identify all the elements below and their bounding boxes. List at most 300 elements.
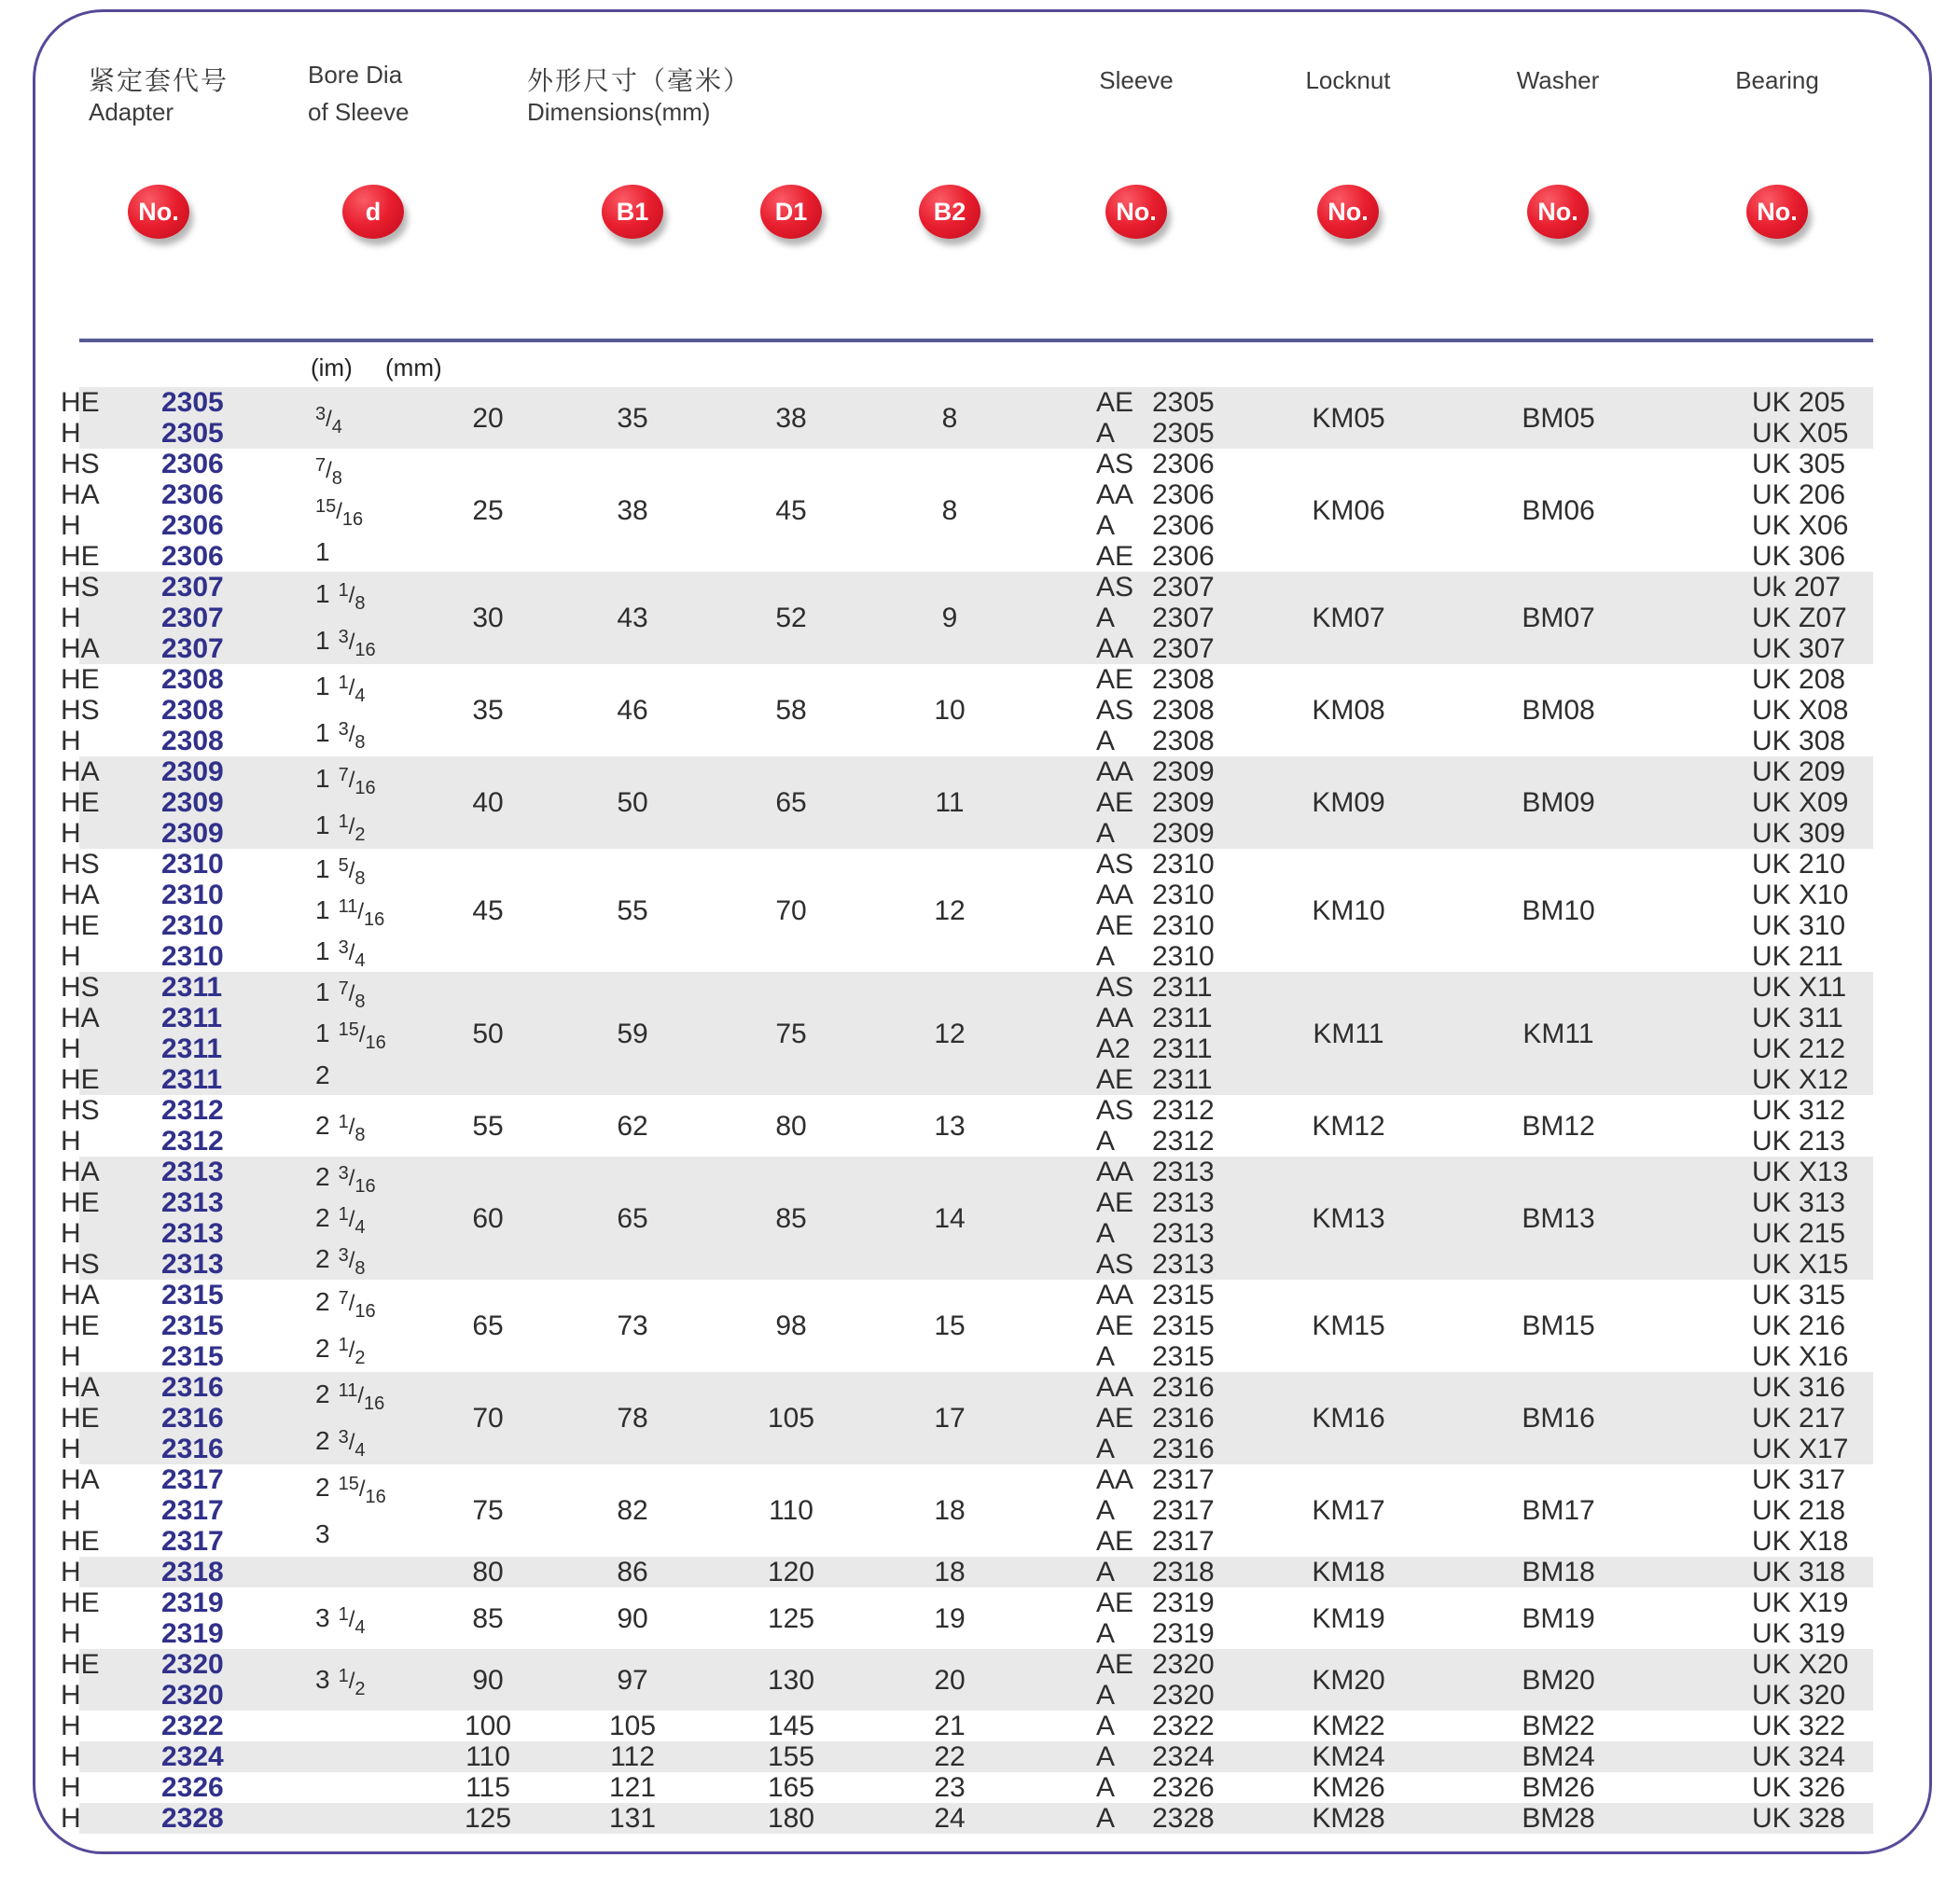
fraction-whole: 1 <box>315 579 330 609</box>
sleeve-row <box>1029 880 1244 910</box>
b2-value: 13 <box>934 1110 966 1142</box>
sleeve-row <box>1029 1033 1244 1064</box>
sleeve-number: 2312 <box>1152 1126 1215 1157</box>
adapter-row <box>49 880 245 910</box>
washer-value: BM22 <box>1522 1711 1595 1741</box>
sleeve-number: 2307 <box>1152 633 1215 664</box>
fraction-slash: / <box>348 1291 355 1317</box>
sleeve-cell <box>1029 1803 1244 1834</box>
sleeve-cell <box>1029 1557 1244 1587</box>
fraction-slash: / <box>348 939 355 965</box>
sleeve-number: 2305 <box>1152 418 1215 449</box>
bore-inch-cell <box>245 849 423 972</box>
adapter-number: 2310 <box>161 910 224 941</box>
sleeve-row <box>1029 664 1244 695</box>
bore-inch-cell <box>245 1557 423 1587</box>
adapter-row <box>49 603 245 633</box>
adapter-prefix: H <box>61 418 81 449</box>
adapter-row <box>49 1003 245 1033</box>
adapter-number: 2315 <box>161 1310 224 1341</box>
fraction-numerator: 3 <box>338 1162 349 1184</box>
bearing-number: UK X20 <box>1752 1649 1849 1680</box>
fraction-whole: 1 <box>315 537 330 567</box>
bore-inch-value <box>315 1518 339 1549</box>
bearing-number: UK X10 <box>1752 880 1849 910</box>
bore-mm-value: 25 <box>472 494 504 526</box>
adapter-row <box>49 726 245 756</box>
bore-inch-cell <box>245 1095 423 1157</box>
bore-mm-value: 110 <box>466 1741 510 1772</box>
sleeve-prefix: AE <box>1096 1064 1134 1095</box>
adapter-prefix: H <box>61 1557 81 1587</box>
sleeve-cell <box>1029 572 1244 664</box>
sleeve-prefix: AE <box>1096 1403 1134 1434</box>
bore-inch-value <box>315 1379 385 1415</box>
sleeve-number: 2316 <box>1152 1403 1215 1434</box>
bearing-number: UK X18 <box>1752 1526 1849 1557</box>
fraction-numerator: 7 <box>338 765 349 786</box>
sleeve-prefix: A <box>1096 726 1116 756</box>
bearing-number: UK 212 <box>1752 1033 1846 1064</box>
bore-inch-cell <box>245 1587 423 1649</box>
d1-value: 130 <box>767 1664 815 1696</box>
sleeve-prefix: AA <box>1096 633 1134 664</box>
adapter-cell <box>49 1372 245 1464</box>
adapter-number: 2313 <box>161 1187 224 1218</box>
fraction-whole: 1 <box>315 977 330 1006</box>
adapter-number: 2311 <box>161 972 223 1003</box>
fraction-whole: 2 <box>315 1161 330 1191</box>
sleeve-row <box>1029 387 1244 418</box>
locknut-value: KM26 <box>1312 1772 1385 1803</box>
bearing-number: UK 210 <box>1752 849 1846 880</box>
bearing-number: UK 211 <box>1752 941 1843 972</box>
fraction-numerator: 7 <box>315 454 327 476</box>
adapter-cell <box>49 849 245 972</box>
sleeve-number: 2315 <box>1152 1280 1215 1310</box>
sleeve-prefix: A <box>1096 1680 1116 1711</box>
b1-value: 55 <box>617 894 648 926</box>
bearing-cell <box>1663 1587 1887 1649</box>
d1-value: 75 <box>775 1018 807 1049</box>
b1-value: 65 <box>617 1202 648 1234</box>
fraction-whole: 1 <box>315 672 330 701</box>
units-row <box>35 342 1929 387</box>
washer-value: KM11 <box>1522 1018 1594 1049</box>
bearing-number: UK 307 <box>1752 633 1846 664</box>
bearing-cell <box>1663 449 1887 572</box>
fraction-denominator: 16 <box>364 908 385 930</box>
d1-value: 125 <box>767 1602 815 1634</box>
adapter-cell <box>49 449 245 572</box>
locknut-value: KM18 <box>1312 1557 1385 1587</box>
adapter-prefix: H <box>61 1618 81 1649</box>
fraction-numerator: 11 <box>338 895 358 917</box>
b1-value: 97 <box>617 1664 648 1696</box>
bore-mm-value: 35 <box>472 695 504 726</box>
fraction-slash: / <box>358 1476 366 1502</box>
sleeve-cell <box>1029 387 1244 449</box>
adapter-number: 2328 <box>161 1803 224 1834</box>
d1-value: 155 <box>767 1741 815 1772</box>
d1-value: 120 <box>767 1557 815 1587</box>
adapter-cell <box>49 1649 245 1711</box>
sleeve-number: 2305 <box>1152 387 1215 418</box>
adapter-prefix: H <box>61 603 81 633</box>
bearing-number: UK 310 <box>1752 910 1846 941</box>
locknut-value: KM11 <box>1313 1018 1384 1049</box>
fraction-numerator: 3 <box>338 1426 349 1448</box>
fraction-denominator: 16 <box>354 1301 376 1323</box>
washer-value: BM26 <box>1522 1772 1595 1803</box>
adapter-prefix: H <box>61 941 81 972</box>
sleeve-number: 2319 <box>1152 1587 1215 1618</box>
sleeve-cell <box>1029 1772 1244 1803</box>
fraction-denominator: 8 <box>354 731 366 753</box>
adapter-row <box>49 1557 245 1587</box>
adapter-row <box>49 1249 245 1280</box>
adapter-row <box>49 1741 245 1772</box>
fraction-whole: 1 <box>315 894 330 924</box>
sleeve-number: 2326 <box>1152 1772 1215 1803</box>
adapter-number: 2312 <box>161 1126 224 1157</box>
bore-inch-cell <box>245 449 423 572</box>
fraction-denominator: 4 <box>354 950 366 971</box>
table-group <box>35 849 1929 972</box>
bore-inch-value <box>315 625 376 658</box>
sleeve-prefix: AA <box>1096 880 1134 910</box>
fraction-slash: / <box>348 1668 355 1694</box>
bore-inch-cell <box>245 1803 423 1834</box>
adapter-row <box>49 1157 245 1187</box>
adapter-prefix: H <box>61 1218 81 1249</box>
fraction-whole: 1 <box>315 853 330 883</box>
adapter-prefix: HS <box>61 695 100 726</box>
sleeve-prefix: AS <box>1096 572 1134 603</box>
sleeve-number: 2308 <box>1152 695 1215 726</box>
adapter-row <box>49 1526 245 1557</box>
b1-value: 78 <box>617 1403 648 1434</box>
adapter-number: 2310 <box>161 880 224 910</box>
b1-value: 59 <box>617 1018 648 1049</box>
sleeve-cell <box>1029 1095 1244 1157</box>
bore-inch-value <box>315 1161 376 1197</box>
sleeve-row <box>1029 510 1244 541</box>
adapter-number: 2305 <box>161 387 224 418</box>
bearing-number: UK 328 <box>1752 1803 1846 1834</box>
bore-mm-value: 60 <box>472 1202 504 1234</box>
fraction-slash: / <box>348 1114 355 1140</box>
d1-value: 58 <box>775 695 807 726</box>
bearing-number: UK 216 <box>1752 1310 1846 1341</box>
table-group <box>35 664 1929 756</box>
bearing-number: UK X08 <box>1752 695 1849 726</box>
adapter-number: 2306 <box>161 449 224 479</box>
locknut-title: Locknut <box>1305 66 1391 94</box>
bore-inch-cell <box>245 972 423 1095</box>
sleeve-prefix: AA <box>1096 479 1134 510</box>
adapter-prefix: HA <box>61 1464 100 1495</box>
sleeve-prefix: A <box>1096 1557 1116 1587</box>
bearing-number: UK 215 <box>1752 1218 1846 1249</box>
sleeve-row <box>1029 1680 1244 1711</box>
adapter-number: 2320 <box>161 1649 224 1680</box>
sleeve-prefix: AE <box>1096 910 1134 941</box>
b1-value: 105 <box>608 1711 657 1741</box>
adapter-cell <box>49 1741 245 1772</box>
fraction-slash: / <box>348 768 355 794</box>
adapter-row <box>49 1618 245 1649</box>
bore-inch-cell <box>245 1772 423 1803</box>
adapter-cell <box>49 572 245 664</box>
sleeve-row <box>1029 1372 1244 1403</box>
adapter-prefix: H <box>61 726 81 756</box>
bore-inch-cell <box>245 1464 423 1557</box>
sleeve-prefix: A <box>1096 1126 1116 1157</box>
adapter-row <box>49 849 245 880</box>
table-group <box>35 972 1929 1095</box>
sleeve-cell <box>1029 1372 1244 1464</box>
bearing-cell <box>1663 1464 1887 1557</box>
bearing-number: UK 205 <box>1752 387 1846 418</box>
adapter-prefix: HA <box>61 1280 100 1310</box>
adapter-number: 2318 <box>161 1557 224 1587</box>
fraction-whole: 3 <box>315 1519 330 1549</box>
adapter-number: 2308 <box>161 695 224 726</box>
sleeve-cell <box>1029 1649 1244 1711</box>
adapter-cell <box>49 1772 245 1803</box>
adapter-row <box>49 1095 245 1126</box>
b2-value: 24 <box>934 1803 966 1834</box>
adapter-prefix: HA <box>61 633 100 664</box>
sleeve-prefix: A <box>1096 1772 1116 1803</box>
sleeve-number: 2310 <box>1152 910 1215 941</box>
fraction-slash: / <box>357 1383 365 1409</box>
fraction-numerator: 1 <box>338 1203 349 1225</box>
fraction-numerator: 1 <box>338 1603 349 1625</box>
fraction-whole: 1 <box>315 936 330 965</box>
bore-inch-value <box>315 1664 366 1697</box>
adapter-row <box>49 572 245 603</box>
sleeve-prefix: AA <box>1096 1280 1134 1310</box>
d1-value: 65 <box>775 787 807 818</box>
adapter-row <box>49 1403 245 1434</box>
fraction-whole: 2 <box>315 1202 330 1232</box>
adapter-row <box>49 695 245 726</box>
sleeve-number: 2328 <box>1152 1803 1215 1834</box>
sleeve-prefix: AA <box>1096 1372 1134 1403</box>
sleeve-row <box>1029 1741 1244 1772</box>
sleeve-prefix: AS <box>1096 849 1134 880</box>
bore-inch-cell <box>245 1741 423 1772</box>
bearing-cell <box>1663 1157 1887 1280</box>
bearing-number: UK 306 <box>1752 541 1846 572</box>
sleeve-row <box>1029 849 1244 880</box>
fraction-slash: / <box>348 980 355 1006</box>
b2-value: 12 <box>934 894 966 926</box>
adapter-prefix: H <box>61 818 81 849</box>
sleeve-row <box>1029 1557 1244 1587</box>
sleeve-row <box>1029 1003 1244 1033</box>
bore-mm-value: 50 <box>472 1018 504 1049</box>
sleeve-prefix: A <box>1096 818 1116 849</box>
b1-value: 112 <box>610 1741 655 1772</box>
fraction-denominator: 16 <box>365 1486 386 1507</box>
sleeve-row <box>1029 941 1244 972</box>
sleeve-prefix: AA <box>1096 756 1134 787</box>
locknut-value: KM28 <box>1312 1803 1385 1834</box>
fraction-slash: / <box>357 898 365 924</box>
sleeve-number: 2315 <box>1152 1341 1215 1372</box>
sleeve-number: 2315 <box>1152 1310 1215 1341</box>
adapter-row <box>49 1495 245 1526</box>
adapter-number: 2308 <box>161 726 224 756</box>
sleeve-prefix: AE <box>1096 1649 1134 1680</box>
adapter-number: 2317 <box>161 1526 224 1557</box>
adapter-row <box>49 787 245 818</box>
adapter-number: 2317 <box>161 1495 224 1526</box>
bore-inch-cell <box>245 664 423 756</box>
b2-value: 8 <box>941 494 958 526</box>
adapter-cell <box>49 1464 245 1557</box>
sleeve-row <box>1029 972 1244 1003</box>
sleeve-number: 2310 <box>1152 941 1215 972</box>
fraction-whole: 3 <box>315 1602 330 1632</box>
washer-value: BM19 <box>1522 1602 1595 1634</box>
bore-inch-value <box>315 936 366 971</box>
adapter-number: 2319 <box>161 1587 224 1618</box>
sleeve-row <box>1029 479 1244 510</box>
sleeve-number: 2306 <box>1152 510 1215 541</box>
d1-value: 105 <box>767 1403 815 1434</box>
bearing-cell <box>1663 1372 1887 1464</box>
sleeve-number: 2313 <box>1152 1187 1215 1218</box>
washer-no-badge: No. <box>1527 185 1589 239</box>
adapter-prefix: H <box>61 1711 81 1741</box>
sleeve-number: 2306 <box>1152 541 1215 572</box>
bore-inch-cell <box>245 1649 423 1711</box>
bearing-cell <box>1663 387 1887 449</box>
b2-value: 18 <box>934 1495 966 1526</box>
adapter-prefix: H <box>61 1033 81 1064</box>
adapter-row <box>49 1803 245 1834</box>
adapter-number: 2313 <box>161 1249 224 1280</box>
d1-value: 38 <box>775 402 807 434</box>
fraction-whole: 2 <box>315 1333 330 1363</box>
fraction-numerator: 1 <box>338 580 349 602</box>
washer-value: BM16 <box>1522 1403 1595 1434</box>
dimensions-title-en: Dimensions(mm) <box>527 98 711 126</box>
adapter-row <box>49 1680 245 1711</box>
locknut-value: KM17 <box>1312 1495 1385 1526</box>
bore-d-badge: d <box>342 185 404 239</box>
sleeve-row <box>1029 1772 1244 1803</box>
b1-badge: B1 <box>602 185 663 239</box>
sleeve-prefix: A2 <box>1096 1033 1131 1064</box>
sleeve-number: 2311 <box>1152 1064 1213 1095</box>
adapter-row <box>49 541 245 572</box>
fraction-whole: 2 <box>315 1425 330 1455</box>
washer-value: BM28 <box>1522 1803 1595 1834</box>
sleeve-number: 2307 <box>1152 603 1215 633</box>
fraction-numerator: 5 <box>338 854 349 876</box>
sleeve-prefix: AE <box>1096 1526 1134 1557</box>
bearing-number: UK 322 <box>1752 1711 1846 1741</box>
adapter-prefix: HE <box>61 787 100 818</box>
d1-value: 85 <box>775 1202 807 1234</box>
sleeve-prefix: AE <box>1096 1310 1134 1341</box>
sleeve-row <box>1029 818 1244 849</box>
bearing-number: UK 313 <box>1752 1187 1846 1218</box>
sleeve-row <box>1029 1434 1244 1464</box>
locknut-value: KM10 <box>1312 894 1385 926</box>
locknut-no-badge: No. <box>1317 185 1379 239</box>
sleeve-number: 2313 <box>1152 1249 1215 1280</box>
locknut-value: KM19 <box>1312 1602 1385 1634</box>
sleeve-prefix: AS <box>1096 1249 1134 1280</box>
bore-inch-cell <box>245 387 423 449</box>
washer-value: BM12 <box>1522 1110 1595 1142</box>
sleeve-number: 2316 <box>1152 1372 1215 1403</box>
sleeve-number: 2310 <box>1152 849 1215 880</box>
adapter-cell <box>49 972 245 1095</box>
sleeve-row <box>1029 633 1244 664</box>
b2-value: 8 <box>941 402 958 434</box>
adapter-no-badge: No. <box>128 185 189 239</box>
bearing-cell <box>1663 849 1887 972</box>
sleeve-prefix: AS <box>1096 972 1134 1003</box>
bore-inch-cell <box>245 1280 423 1372</box>
sleeve-number: 2320 <box>1152 1649 1215 1680</box>
fraction-whole: 1 <box>315 764 330 794</box>
b2-value: 18 <box>934 1557 966 1587</box>
fraction-whole: 2 <box>315 1472 330 1502</box>
fraction-whole: 1 <box>315 810 330 839</box>
bore-inch-value <box>315 1018 386 1054</box>
bearing-number: Uk 207 <box>1752 572 1842 603</box>
adapter-row <box>49 1711 245 1741</box>
sleeve-prefix: A <box>1096 1495 1116 1526</box>
table-header <box>35 12 1929 171</box>
fraction-numerator: 3 <box>338 718 349 740</box>
b2-value: 17 <box>934 1403 966 1434</box>
sleeve-prefix: AE <box>1096 1187 1134 1218</box>
sleeve-number: 2324 <box>1152 1741 1215 1772</box>
adapter-prefix: HS <box>61 572 100 603</box>
fraction-denominator: 2 <box>354 1678 366 1699</box>
bore-inch-cell <box>245 1157 423 1280</box>
adapter-row <box>49 479 245 510</box>
bore-mm-value: 90 <box>472 1664 504 1696</box>
sleeve-prefix: AA <box>1096 1464 1134 1495</box>
d1-value: 110 <box>769 1495 813 1526</box>
sleeve-prefix: AE <box>1096 1587 1134 1618</box>
bore-mm-value: 80 <box>472 1557 504 1587</box>
table-group <box>35 572 1929 664</box>
fraction-denominator: 8 <box>354 991 366 1012</box>
fraction-slash: / <box>348 675 355 701</box>
adapter-number: 2316 <box>161 1372 224 1403</box>
table-group <box>35 1587 1929 1649</box>
fraction-slash: / <box>358 1022 366 1048</box>
table-group <box>35 1557 1929 1587</box>
adapter-prefix: HE <box>61 1310 100 1341</box>
adapter-number: 2311 <box>161 1003 223 1033</box>
table-group <box>35 449 1929 572</box>
bearing-cell <box>1663 1741 1887 1772</box>
adapter-number: 2309 <box>161 787 224 818</box>
sleeve-prefix: A <box>1096 1711 1116 1741</box>
